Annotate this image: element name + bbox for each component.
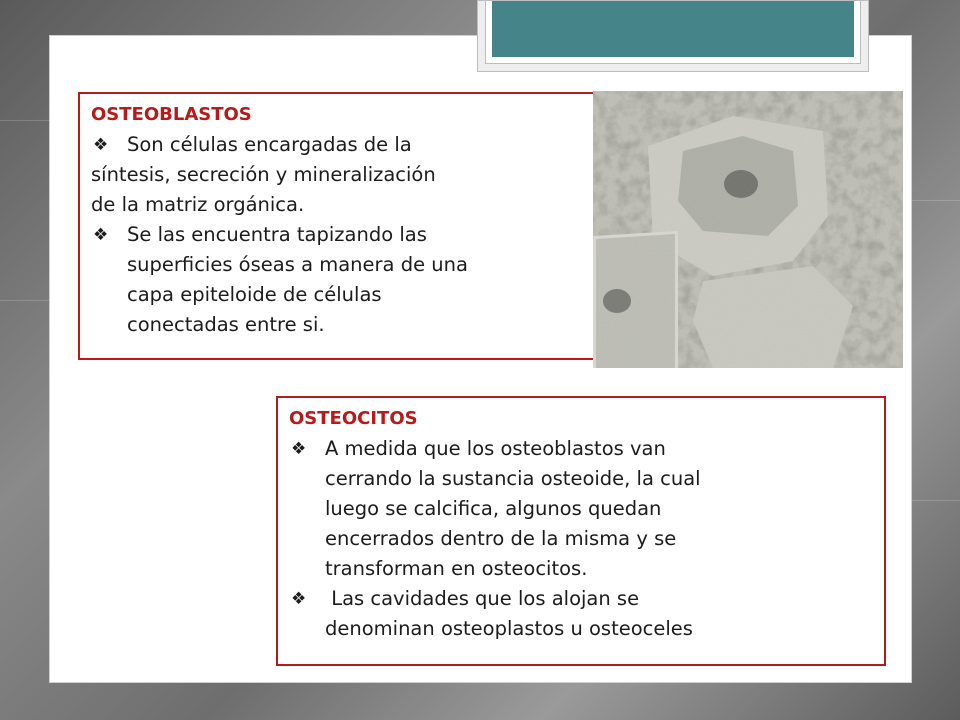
osteocitos-text-box — [276, 396, 886, 666]
bullet-text-line: encerrados dentro de la misma y se — [325, 527, 677, 550]
background-line — [912, 200, 960, 201]
diamond-bullet-icon: ❖ — [291, 589, 307, 609]
title-placeholder — [477, 0, 869, 72]
diamond-bullet-icon: ❖ — [93, 225, 109, 245]
bullet-text-line: capa epiteloide de células — [127, 283, 382, 306]
diamond-bullet-icon: ❖ — [93, 135, 109, 155]
osteocitos-bullet-1 — [289, 434, 876, 584]
micrograph-drawing — [593, 91, 903, 368]
osteocitos-bullet-2 — [289, 584, 876, 644]
bullet-text-line: luego se calcifica, algunos quedan — [325, 497, 662, 520]
osteoblastos-bullet-2 — [91, 220, 586, 340]
osteoblastos-heading: OSTEOBLASTOS — [91, 104, 252, 125]
bullet-text-line: A medida que los osteoblastos van — [325, 437, 666, 460]
background-line — [912, 500, 960, 501]
bullet-text-line: Las cavidades que los alojan se — [325, 587, 640, 610]
bullet-text-line: conectadas entre si. — [127, 313, 325, 336]
osteocitos-heading: OSTEOCITOS — [289, 408, 418, 429]
osteoblastos-text-box — [78, 92, 596, 360]
diamond-bullet-icon: ❖ — [291, 439, 307, 459]
bullet-text: Son células encargadas de la — [127, 133, 412, 156]
bullet-text-line: denominan osteoplastos u osteoceles — [325, 617, 693, 640]
bullet-text-line: transforman en osteocitos. — [325, 557, 588, 580]
bullet-text-line: síntesis, secreción y mineralización — [91, 163, 436, 186]
bullet-text-line: cerrando la sustancia osteoide, la cual — [325, 467, 701, 490]
bullet-text-line: superficies óseas a manera de una — [127, 253, 468, 276]
title-placeholder-fill — [492, 1, 854, 57]
bullet-text-line: de la matriz orgánica. — [91, 193, 305, 216]
osteoblast-micrograph-image — [593, 91, 903, 368]
title-placeholder-frame — [485, 0, 861, 64]
background-line — [0, 300, 49, 301]
osteoblastos-bullet-1 — [91, 130, 586, 220]
bullet-text-line: Se las encuentra tapizando las — [127, 223, 427, 246]
background-line — [0, 120, 49, 121]
bullet-text-line — [91, 130, 586, 160]
